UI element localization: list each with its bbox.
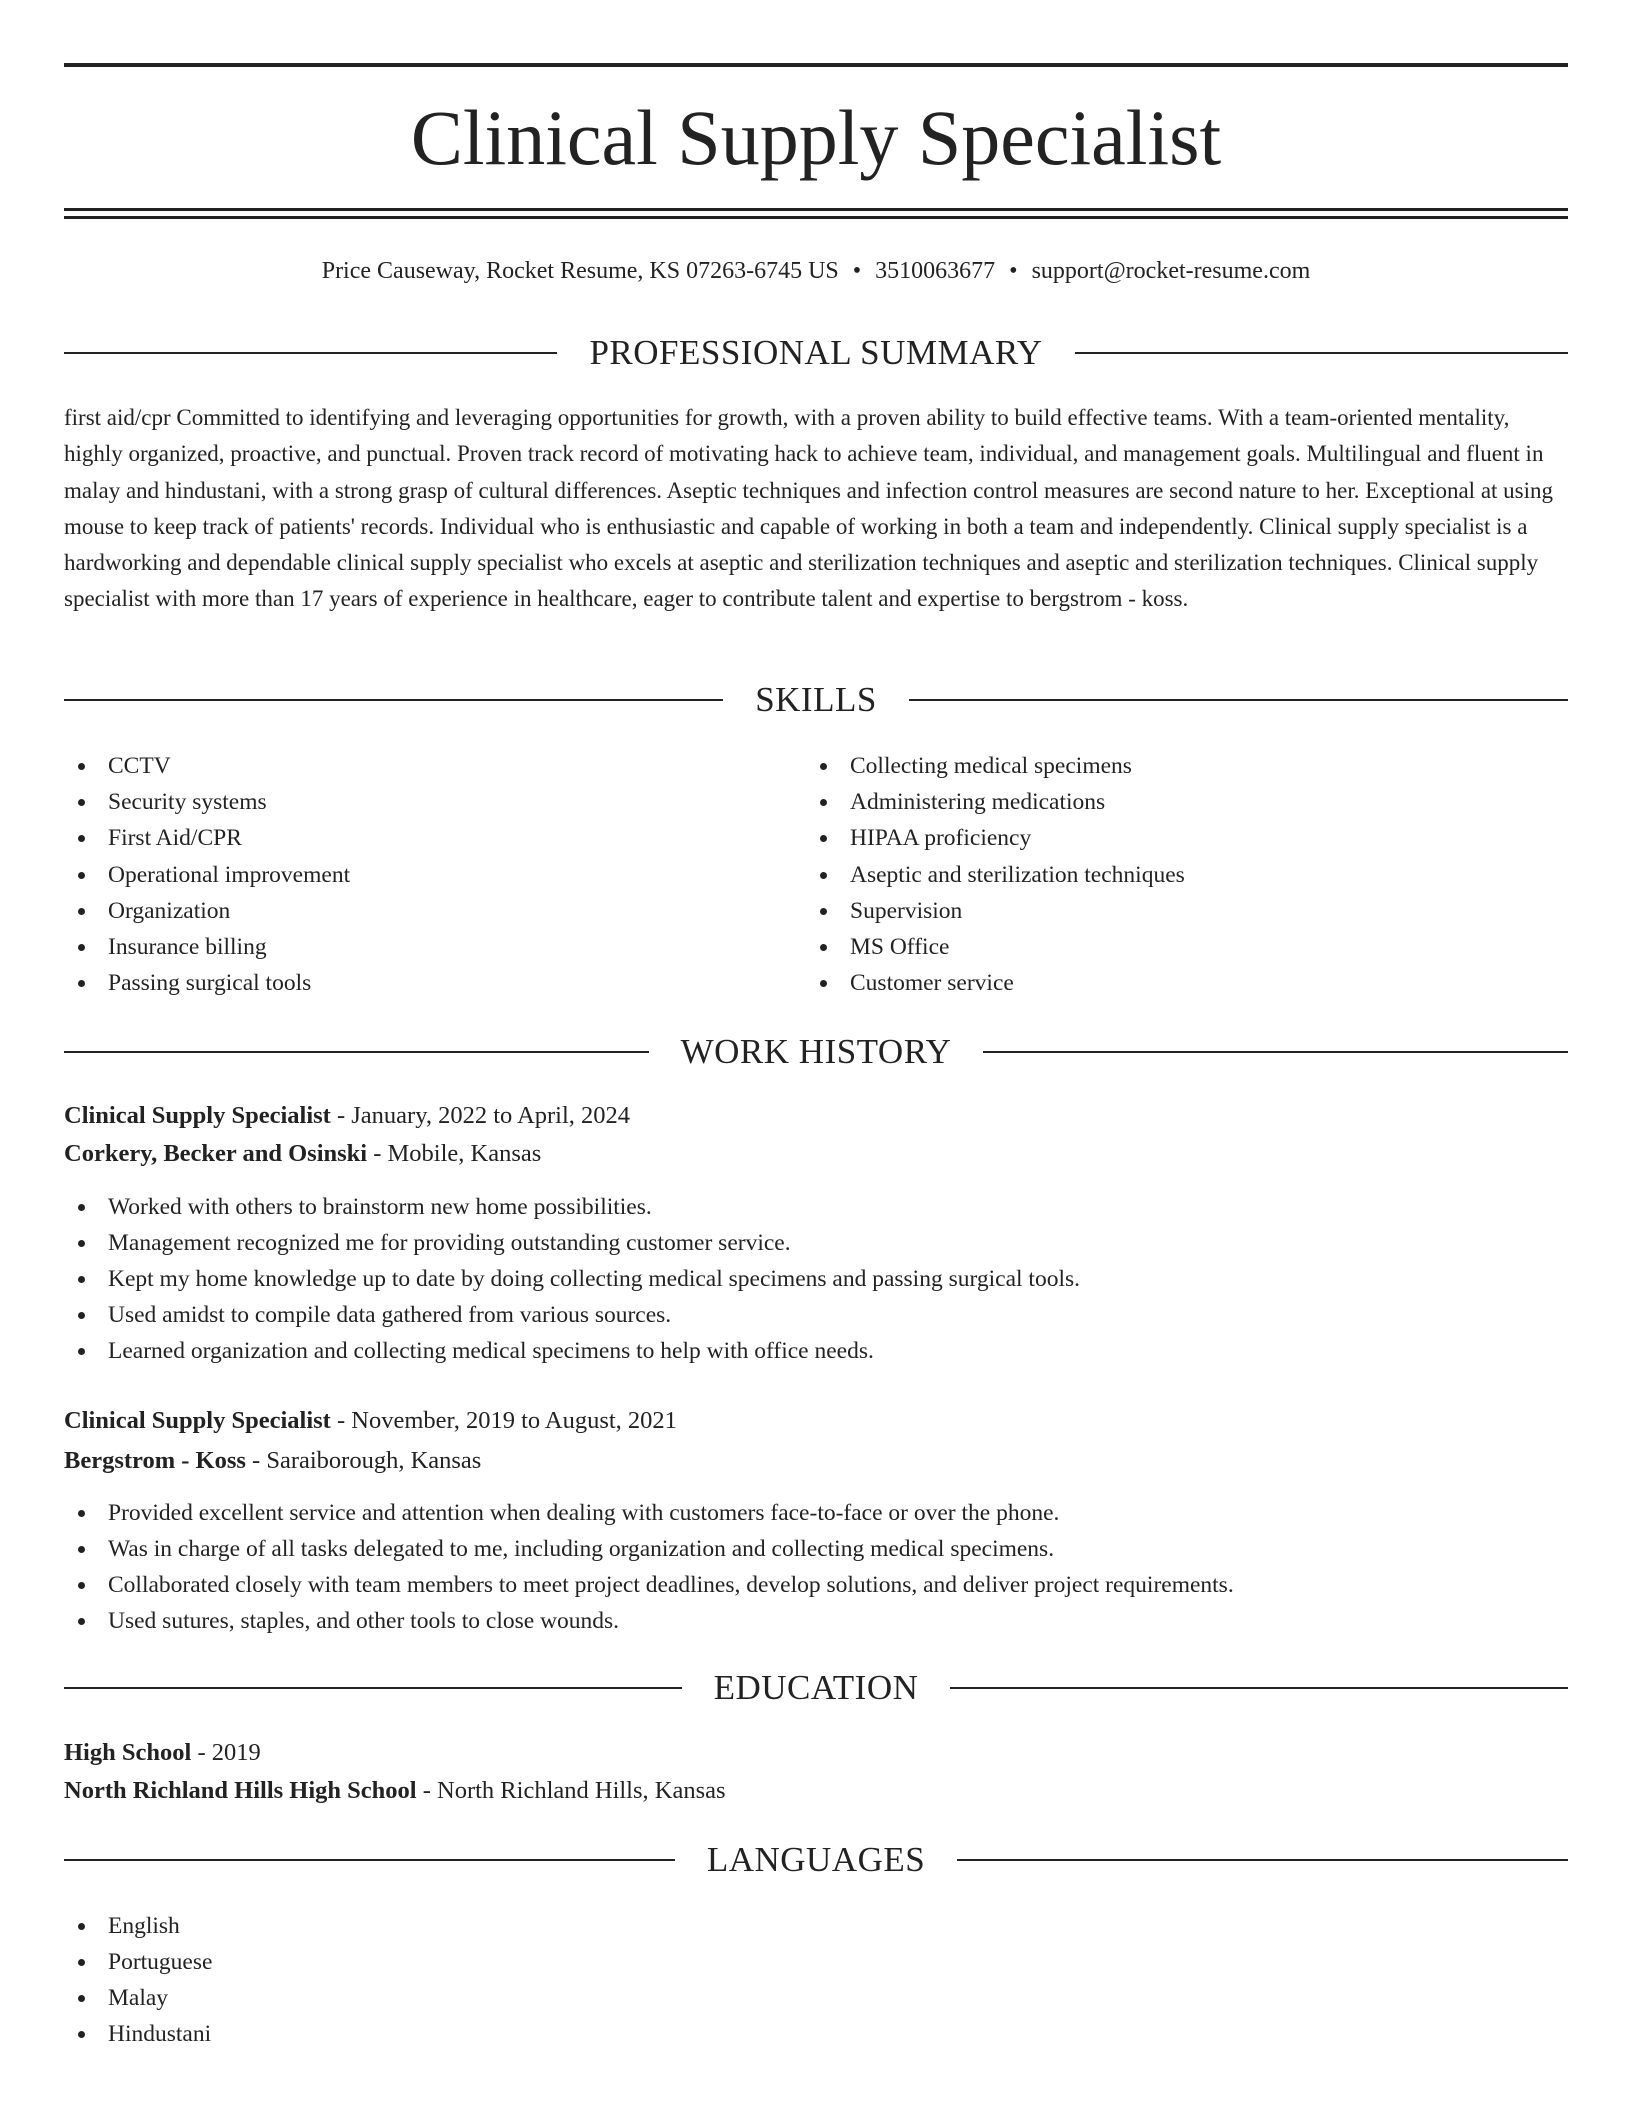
section-header-education [64,1668,1568,1708]
skill-item: Organization [64,893,764,929]
skills-list-right [806,748,1506,1001]
skill-item: First Aid/CPR [64,820,764,856]
section-rule [64,1051,649,1053]
section-rule [64,1859,675,1861]
job-bullets [64,1495,1568,1639]
summary-text: first aid/cpr Committed to identifying and leveraging opportunities for growth, with a proven ability to build effective teams. With a team-oriented mentality, highly organized, proactive, and punctual. Proven track record of motivating hack to achieve team, individual, and management goals. Multilingual and fluent in malay and hindustani, with a strong grasp of cultural differences. Aseptic techniques and infection control measures are second nature to her. Exceptional at using mouse to keep track of patients' records. Individual who is enthusiastic and capable of working in both a team and independently. Clinical supply specialist is a hardworking and dependable clinical supply specialist who excels at aseptic and sterilization techniques and aseptic and sterilization techniques. Clinical supply specialist with more than 17 years of experience in healthcare, eager to contribute talent and expertise to bergstrom - koss. [64,405,1554,612]
job-title-line [64,1406,1568,1436]
job-dates: - January, 2022 to April, 2024 [330,1102,631,1129]
section-rule [64,352,557,354]
skill-item: Security systems [64,784,764,820]
section-title-languages: LANGUAGES [706,1840,926,1879]
top-rule [64,63,1568,67]
section-header-summary [64,333,1568,373]
job-bullet: Learned organization and collecting medical specimens to help with office needs. [64,1333,1568,1369]
job-location: - Saraiborough, Kansas [245,1447,482,1474]
contact-line [64,256,1568,286]
contact-phone: 3510063677 [875,258,996,284]
job-company-line [64,1446,1568,1476]
skill-item: Administering medications [806,784,1506,820]
section-rule [1075,352,1568,354]
contact-separator: • [1009,258,1018,284]
skill-item: Operational improvement [64,857,764,893]
job-bullet: Management recognized me for providing outstanding customer service. [64,1225,1568,1261]
section-rule [957,1859,1568,1861]
skill-item: MS Office [806,929,1506,965]
job-bullet: Worked with others to brainstorm new home possibilities. [64,1189,1568,1225]
contact-address: Price Causeway, Rocket Resume, KS 07263-6745 US [321,258,839,284]
education-degree-line [64,1738,1568,1768]
education-school-line [64,1776,1568,1806]
section-rule [64,1687,682,1689]
section-title-skills: SKILLS [755,680,877,719]
skill-item: Customer service [806,965,1506,1001]
section-title-work: WORK HISTORY [680,1032,952,1071]
language-item: English [64,1908,1568,1944]
resume-name: Clinical Supply Specialist [410,94,1222,181]
section-title-education: EDUCATION [713,1668,919,1707]
skill-item: Aseptic and sterilization techniques [806,857,1506,893]
skill-item: Collecting medical specimens [806,748,1506,784]
contact-separator: • [852,258,862,284]
job-location: - Mobile, Kansas [367,1140,542,1167]
section-rule [909,699,1568,701]
job-role: Clinical Supply Specialist [64,1102,331,1129]
section-header-languages [64,1840,1568,1880]
job-company: Bergstrom - Koss [64,1447,246,1474]
section-header-work [64,1032,1568,1072]
skills-list-left [64,748,764,1001]
name-rule-upper [64,208,1568,211]
job-bullets [64,1189,1568,1369]
skill-item: Passing surgical tools [64,965,764,1001]
skill-item: Supervision [806,893,1506,929]
education-year: - 2019 [191,1739,261,1766]
job-bullet: Provided excellent service and attention when dealing with customers face-to-face or over the phone. [64,1495,1568,1531]
contact-email: support@rocket-resume.com [1031,258,1311,284]
job-title-line [64,1101,1568,1131]
section-rule [983,1051,1568,1053]
job-bullet: Used sutures, staples, and other tools to close wounds. [64,1603,1568,1639]
skill-item: CCTV [64,748,764,784]
skill-item: HIPAA proficiency [806,820,1506,856]
job-company: Corkery, Becker and Osinski [64,1140,368,1167]
language-item: Portuguese [64,1944,1568,1980]
job-bullet: Used amidst to compile data gathered from various sources. [64,1297,1568,1333]
education-degree: High School [64,1739,192,1766]
skill-item: Insurance billing [64,929,764,965]
section-rule [64,699,723,701]
name-rule-lower [64,216,1568,219]
job-bullet: Was in charge of all tasks delegated to me, including organization and collecting medical specimens. [64,1531,1568,1567]
languages-list [64,1908,1568,2052]
job-bullet: Kept my home knowledge up to date by doing collecting medical specimens and passing surgical tools. [64,1261,1568,1297]
language-item: Hindustani [64,2016,1568,2052]
job-dates: - November, 2019 to August, 2021 [330,1407,677,1434]
education-school: North Richland Hills High School [64,1777,417,1804]
job-bullet: Collaborated closely with team members to meet project deadlines, develop solutions, and deliver project requirements. [64,1567,1568,1603]
job-role: Clinical Supply Specialist [64,1407,331,1434]
language-item: Malay [64,1980,1568,2016]
job-company-line [64,1139,1568,1169]
section-title-summary: PROFESSIONAL SUMMARY [589,333,1043,372]
section-header-skills [64,680,1568,720]
education-location: - North Richland Hills, Kansas [416,1777,726,1804]
section-rule [950,1687,1568,1689]
